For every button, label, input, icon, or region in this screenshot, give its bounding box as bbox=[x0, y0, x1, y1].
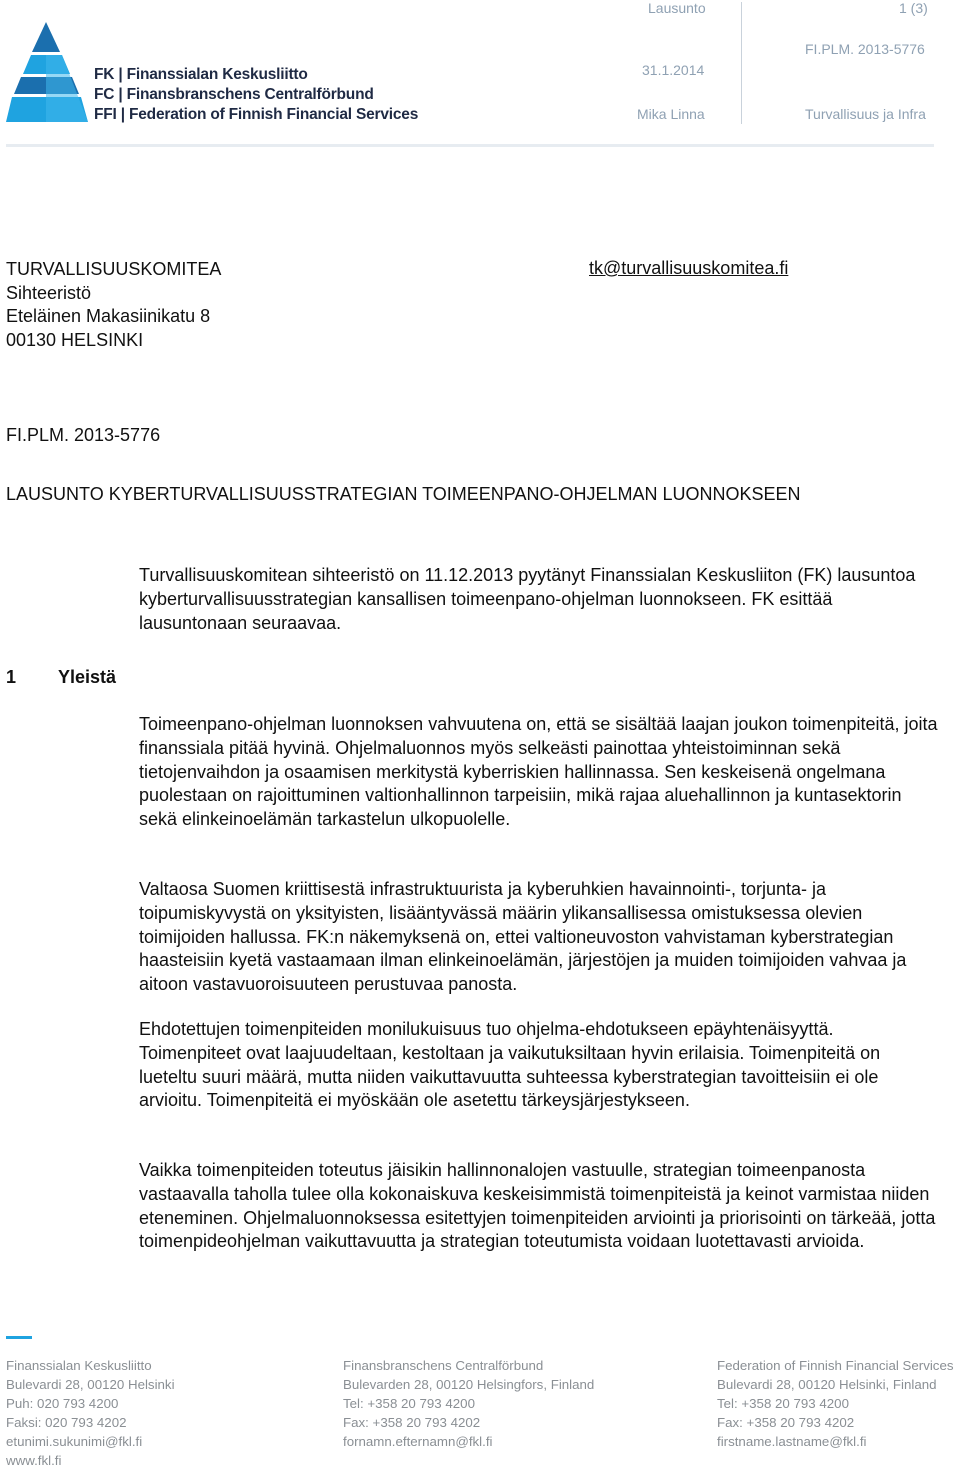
body-paragraph: Valtaosa Suomen kriittisestä infrastruktuurista ja kyberuhkien havainnointi-, torjunta- ja toipumiskyvystä on yksityisten, lisääntyvässä määrin ylikansallisessa omistuksessa olevien toimijoiden hallussa. FK:n näkemyksenä on, ettei valtioneuvoston vahvistaman kyberstrategian haasteisiin kyetä vastaamaan ilman elinkeinoelämän, järjestöjen ja muiden toimijoiden vahvaa ja aitoon vastavuoroisuuteen perustuvaa panosta. bbox=[139, 879, 907, 995]
footer-email: firstname.lastname@fkl.fi bbox=[717, 1434, 867, 1450]
footer-address: Bulevardi 28, 00120 Helsinki, Finland bbox=[717, 1377, 937, 1393]
footer-address: Bulevardi 28, 00120 Helsinki bbox=[6, 1377, 175, 1393]
header-reference: FI.PLM. 2013-5776 bbox=[805, 41, 925, 57]
footer-accent-bar bbox=[6, 1336, 32, 1339]
page-number: 1 (3) bbox=[899, 0, 928, 16]
logo-mark-icon bbox=[6, 22, 90, 126]
footer-phone: Puh: 020 793 4200 bbox=[6, 1396, 119, 1412]
footer-address: Bulevarden 28, 00120 Helsingfors, Finland bbox=[343, 1377, 595, 1393]
footer-website[interactable]: www.fkl.fi bbox=[6, 1453, 62, 1469]
footer-org-name: Finanssialan Keskusliitto bbox=[6, 1358, 152, 1373]
logo-line-fk: FK | Finanssialan Keskusliitto bbox=[94, 66, 308, 83]
header-rule bbox=[6, 144, 934, 147]
fk-logo bbox=[6, 22, 419, 126]
footer-phone: Tel: +358 20 793 4200 bbox=[717, 1396, 849, 1412]
document-reference: FI.PLM. 2013-5776 bbox=[6, 425, 161, 445]
department: Turvallisuus ja Infra bbox=[805, 106, 926, 122]
logo-line-ffi: FFI | Federation of Finnish Financial Services bbox=[94, 106, 419, 123]
intro-paragraph: Turvallisuuskomitean sihteeristö on 11.12.2013 pyytänyt Finanssialan Keskusliiton (FK) lausuntoa kyberturvallisuusstrategian kansallisen toimeenpano-ohjelman luonnokseen. FK esittää lausuntonaan seuraavaa. bbox=[139, 565, 916, 633]
body-paragraph: Toimeenpano-ohjelman luonnoksen vahvuutena on, että se sisältää laajan joukon toimenpiteitä, joita finanssiala pitää hyvinä. Ohjelmaluonnos myös selkeästi painottaa yhteistoiminnan sekä tietojenvaihdon ja osaamisen merkitystä kyberriskien hallinnassa. Sen keskeisenä ongelmana puolestaan on rajoittuminen valtionhallinnon tarpeisiin, mikä rajaa aluehallinnon ja kuntasektorin sekä elinkeinoelämän tarkastelun ulkopuolelle. bbox=[139, 714, 938, 830]
document-title: LAUSUNTO KYBERTURVALLISUUSSTRATEGIAN TOIMEENPANO-OHJELMAN LUONNOKSEEN bbox=[6, 484, 801, 504]
footer-column-sv bbox=[343, 1356, 594, 1451]
body-paragraph: Vaikka toimenpiteiden toteutus jäisikin hallinnonalojen vastuulle, strategian toimeenpanosta vastaavalla taholla tulee olla kokonaiskuva keskeisimmistä toimenpiteistä ja keinot varmistaa niiden eteneminen. Ohjelmaluonnoksessa esitettyjen toimenpiteiden arviointi ja priorisointi on tärkeää, jotta toimenpideohjelman vaikuttavuutta ja strategian toteutumista voidaan luotettavasti arvioida. bbox=[139, 1160, 936, 1252]
doc-date: 31.1.2014 bbox=[642, 62, 705, 78]
footer-email: fornamn.efternamn@fkl.fi bbox=[343, 1434, 493, 1450]
footer-column-en bbox=[717, 1356, 954, 1451]
footer-phone: Tel: +358 20 793 4200 bbox=[343, 1396, 475, 1412]
footer-column-fi bbox=[6, 1356, 175, 1471]
footer-fax: Faksi: 020 793 4202 bbox=[6, 1415, 127, 1431]
recipient-name: TURVALLISUUSKOMITEA bbox=[6, 259, 222, 279]
footer-org-name: Federation of Finnish Financial Services bbox=[717, 1358, 954, 1373]
recipient-unit: Sihteeristö bbox=[6, 282, 92, 303]
footer-fax: Fax: +358 20 793 4202 bbox=[343, 1415, 481, 1431]
body-paragraph: Ehdotettujen toimenpiteiden monilukuisuus tuo ohjelma-ehdotukseen epäyhtenäisyyttä. Toimenpiteet ovat laajuudeltaan, kestoltaan ja vaikutuksiltaan hyvin erilaisia. Toimenpiteitä on lueteltu suuri määrä, mutta niiden vaikuttavuutta suhteessa kyberstrategian tavoitteisiin ei ole arvioitu. Toimenpiteitä ei myöskään ole asetettu tärkeysjärjestykseen. bbox=[139, 1019, 881, 1111]
recipient-street: Eteläinen Makasiinikatu 8 bbox=[6, 306, 211, 326]
recipient-city: 00130 HELSINKI bbox=[6, 329, 144, 350]
recipient-email-link[interactable]: tk@turvallisuuskomitea.fi bbox=[589, 258, 789, 278]
footer-email: etunimi.sukunimi@fkl.fi bbox=[6, 1434, 143, 1450]
footer-fax: Fax: +358 20 793 4202 bbox=[717, 1415, 855, 1431]
header-divider bbox=[741, 2, 742, 124]
logo-line-fc: FC | Finansbranschens Centralförbund bbox=[94, 86, 374, 103]
section-title: Yleistä bbox=[58, 667, 117, 687]
footer-org-name: Finansbranschens Centralförbund bbox=[343, 1358, 544, 1373]
section-heading bbox=[6, 667, 116, 688]
author-name: Mika Linna bbox=[637, 106, 705, 122]
doc-type: Lausunto bbox=[648, 0, 706, 16]
section-number: 1 bbox=[6, 667, 17, 687]
recipient-address bbox=[6, 258, 221, 352]
